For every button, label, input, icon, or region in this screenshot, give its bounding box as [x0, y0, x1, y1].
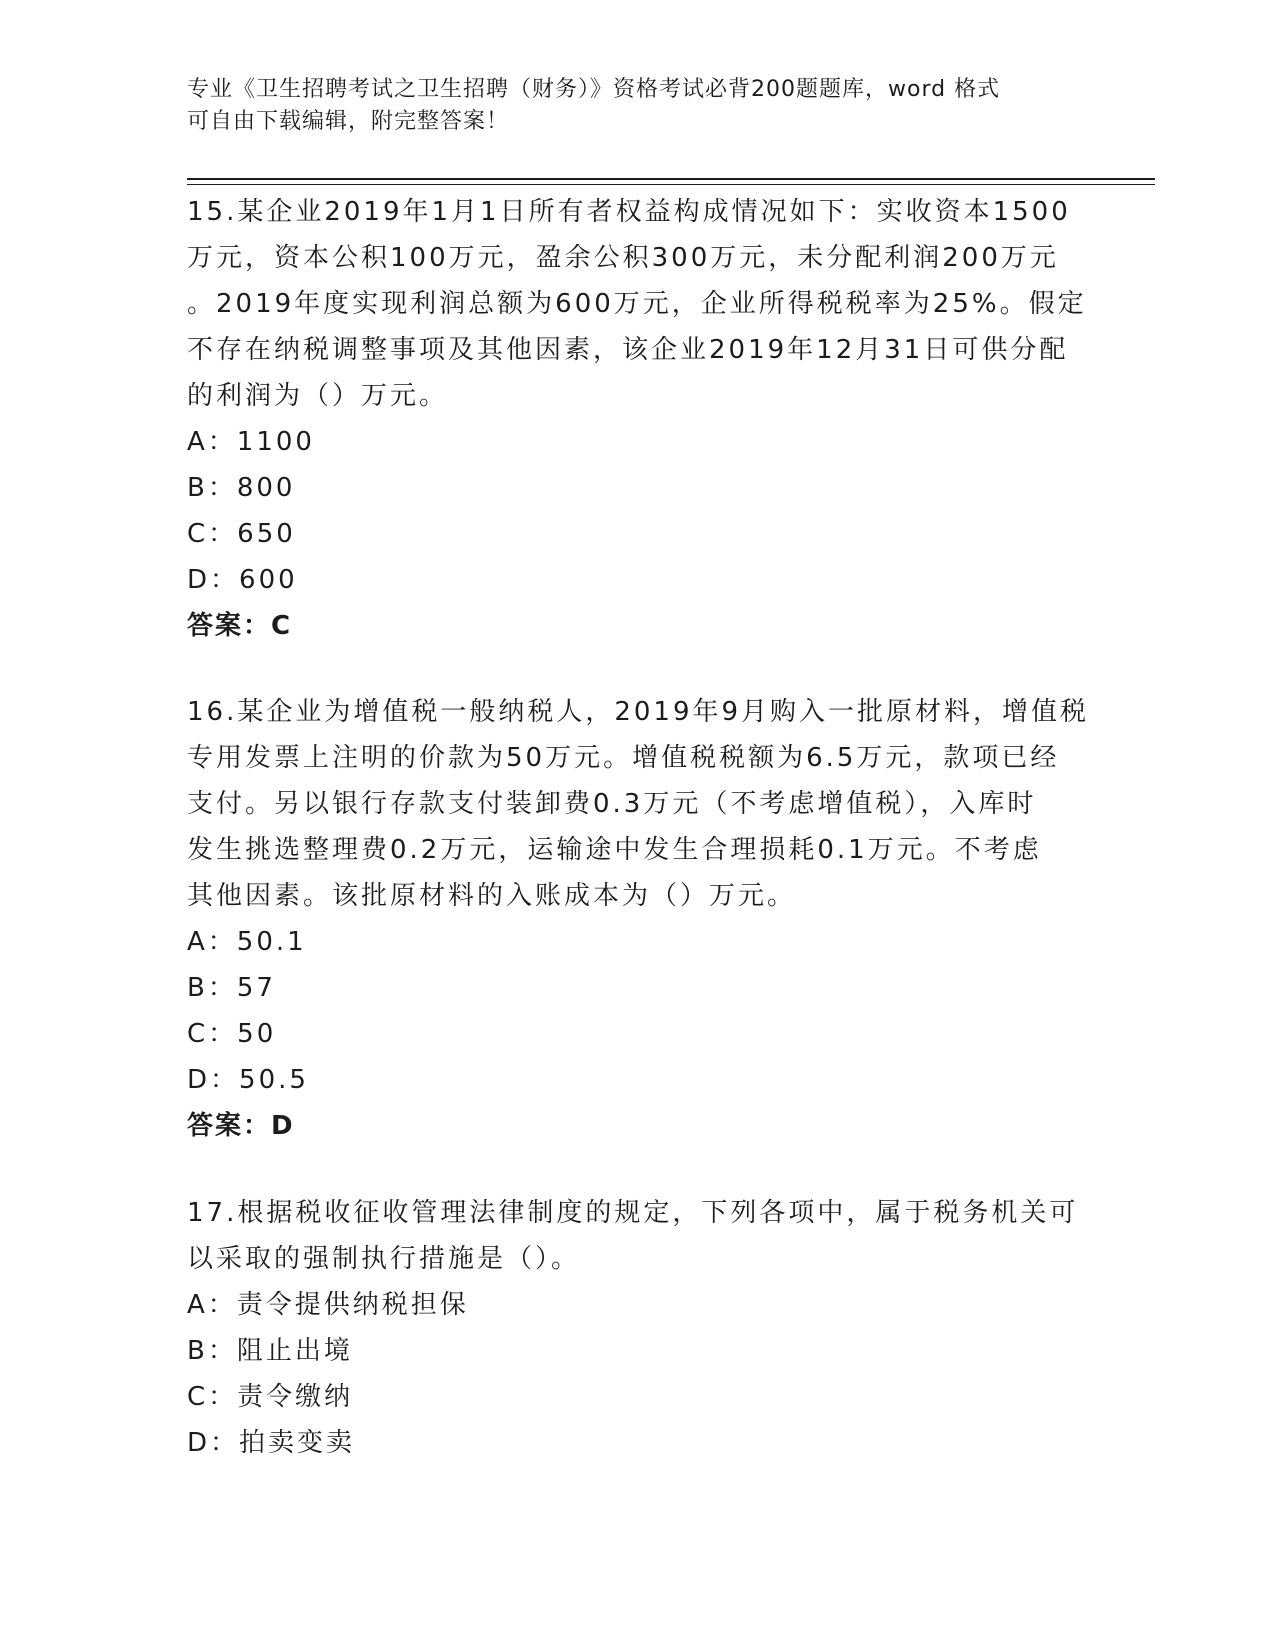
option-c: C：50 [187, 1019, 277, 1049]
answer-key: 答案：D [187, 1111, 295, 1141]
question-text-line: 其他因素。该批原材料的入账成本为（）万元。 [187, 881, 797, 911]
option-c: C：650 [187, 519, 296, 549]
question-15 [187, 189, 1087, 649]
question-text-line: 专用发票上注明的价款为50万元。增值税税额为6.5万元，款项已经 [187, 743, 1060, 773]
question-text-line: 的利润为（）万元。 [187, 381, 449, 411]
answer-key: 答案：C [187, 611, 293, 641]
header-line-1: 专业《卫生招聘考试之卫生招聘（财务）》资格考试必背200题题库，word 格式 [187, 77, 1001, 102]
document-header [187, 74, 1067, 138]
option-b: B：800 [187, 473, 296, 503]
question-text-line: 万元，资本公积100万元，盈余公积300万元，未分配利润200万元 [187, 243, 1059, 273]
option-a: A：责令提供纳税担保 [187, 1290, 469, 1320]
question-text-line: 支付。另以银行存款支付装卸费0.3万元（不考虑增值税），入库时 [187, 789, 1037, 819]
option-a: A：50.1 [187, 927, 307, 957]
header-divider-thin [187, 184, 1155, 185]
question-text-line: 16.某企业为增值税一般纳税人，2019年9月购入一批原材料，增值税 [187, 697, 1090, 727]
option-b: B：57 [187, 973, 276, 1003]
option-b: B：阻止出境 [187, 1336, 353, 1366]
question-text-line: 。2019年度实现利润总额为600万元，企业所得税税率为25%。假定 [187, 289, 1087, 319]
question-text-line: 不存在纳税调整事项及其他因素，该企业2019年12月31日可供分配 [187, 335, 1069, 365]
option-d: D：拍卖变卖 [187, 1428, 356, 1458]
option-c: C：责令缴纳 [187, 1382, 354, 1412]
question-text-line: 以采取的强制执行措施是（）。 [187, 1244, 581, 1274]
option-d: D：600 [187, 565, 298, 595]
question-text-line: 发生挑选整理费0.2万元，运输途中发生合理损耗0.1万元。不考虑 [187, 835, 1042, 865]
header-divider-thick [187, 178, 1155, 180]
question-17 [187, 1190, 1087, 1466]
header-line-2: 可自由下载编辑，附完整答案！ [187, 109, 510, 134]
question-16 [187, 689, 1090, 1149]
question-text-line: 17.根据税收征收管理法律制度的规定，下列各项中，属于税务机关可 [187, 1198, 1079, 1228]
option-a: A：1100 [187, 427, 315, 457]
question-text-line: 15.某企业2019年1月1日所有者权益构成情况如下：实收资本1500 [187, 197, 1071, 227]
option-d: D：50.5 [187, 1065, 309, 1095]
